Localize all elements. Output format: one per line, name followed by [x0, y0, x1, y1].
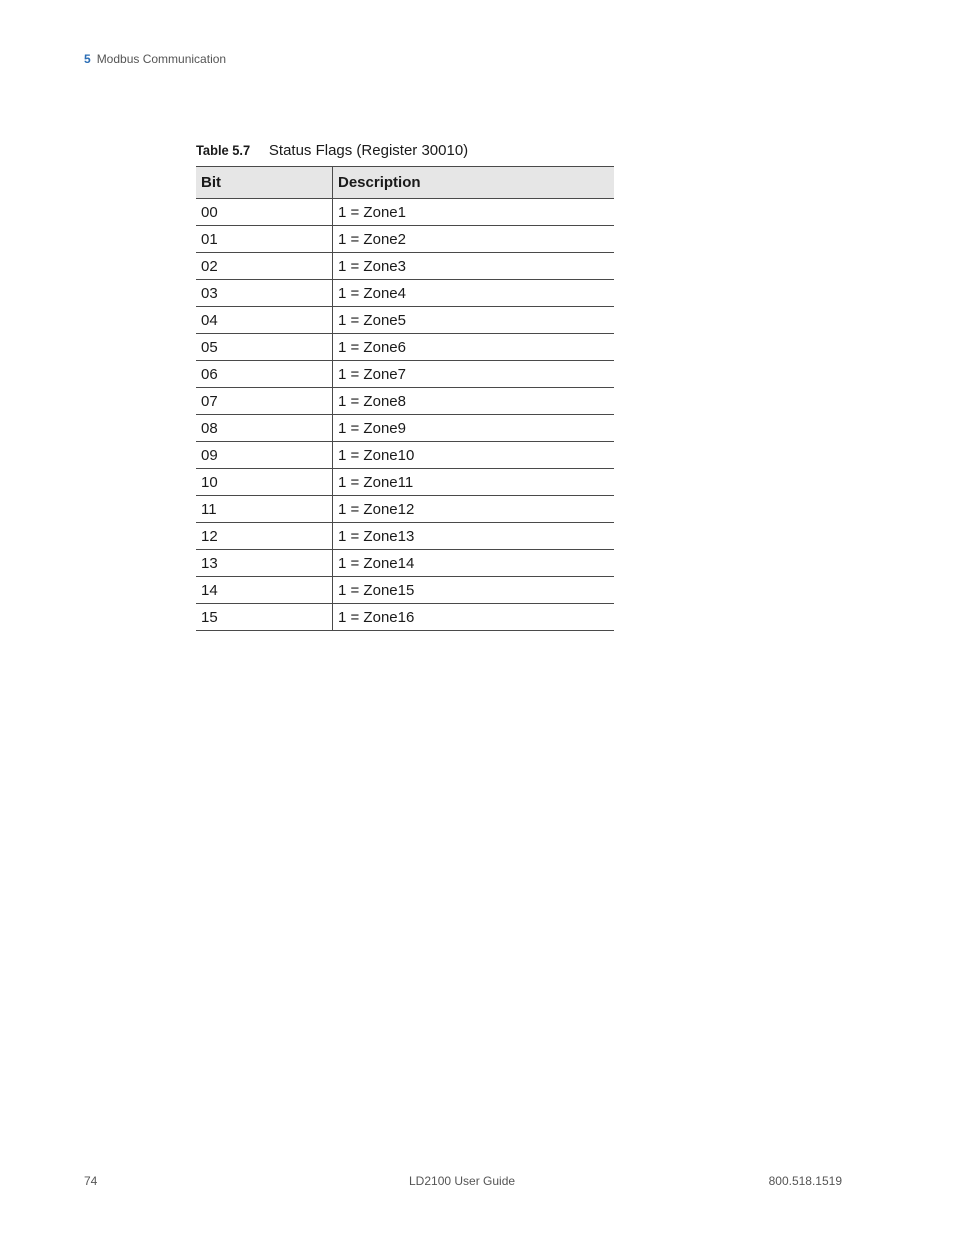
table-row — [196, 253, 614, 280]
description-cell: 1 = Zone5 — [333, 307, 615, 334]
bit-cell: 04 — [196, 307, 333, 334]
column-header-description: Description — [333, 167, 615, 199]
bit-cell: 01 — [196, 226, 333, 253]
description-cell: 1 = Zone10 — [333, 442, 615, 469]
description-cell: 1 = Zone2 — [333, 226, 615, 253]
description-cell: 1 = Zone3 — [333, 253, 615, 280]
table-row — [196, 577, 614, 604]
bit-cell: 06 — [196, 361, 333, 388]
page-number: 74 — [84, 1174, 98, 1188]
table-row — [196, 361, 614, 388]
document-title: LD2100 User Guide — [409, 1174, 516, 1188]
table-row — [196, 469, 614, 496]
description-cell: 1 = Zone15 — [333, 577, 615, 604]
description-cell: 1 = Zone1 — [333, 199, 615, 226]
bit-cell: 11 — [196, 496, 333, 523]
bit-cell: 12 — [196, 523, 333, 550]
description-cell: 1 = Zone14 — [333, 550, 615, 577]
table-row — [196, 604, 614, 631]
table-row — [196, 199, 614, 226]
table-row — [196, 334, 614, 361]
table-row — [196, 496, 614, 523]
description-cell: 1 = Zone13 — [333, 523, 615, 550]
phone-number: 800.518.1519 — [768, 1174, 842, 1188]
description-cell: 1 = Zone16 — [333, 604, 615, 631]
bit-cell: 07 — [196, 388, 333, 415]
description-cell: 1 = Zone4 — [333, 280, 615, 307]
table-row — [196, 550, 614, 577]
table-caption-label: Table 5.7 — [196, 142, 251, 158]
bit-cell: 13 — [196, 550, 333, 577]
bit-cell: 14 — [196, 577, 333, 604]
description-cell: 1 = Zone9 — [333, 415, 615, 442]
running-header — [84, 52, 226, 66]
description-cell: 1 = Zone8 — [333, 388, 615, 415]
bit-cell: 09 — [196, 442, 333, 469]
status-flags-table — [196, 166, 614, 631]
bit-cell: 15 — [196, 604, 333, 631]
table-caption-title: Status Flags (Register 30010) — [268, 142, 469, 159]
bit-cell: 08 — [196, 415, 333, 442]
description-cell: 1 = Zone6 — [333, 334, 615, 361]
bit-cell: 02 — [196, 253, 333, 280]
table-row — [196, 226, 614, 253]
description-cell: 1 = Zone11 — [333, 469, 615, 496]
chapter-number: 5 — [84, 52, 91, 66]
bit-cell: 10 — [196, 469, 333, 496]
bit-cell: 00 — [196, 199, 333, 226]
bit-cell: 05 — [196, 334, 333, 361]
chapter-title: Modbus Communication — [96, 52, 227, 66]
table-row — [196, 307, 614, 334]
description-cell: 1 = Zone12 — [333, 496, 615, 523]
table-row — [196, 442, 614, 469]
table-header-row — [196, 167, 614, 199]
table-row — [196, 280, 614, 307]
table-caption — [196, 142, 468, 159]
bit-cell: 03 — [196, 280, 333, 307]
table-row — [196, 523, 614, 550]
table-row — [196, 415, 614, 442]
table-row — [196, 388, 614, 415]
description-cell: 1 = Zone7 — [333, 361, 615, 388]
column-header-bit: Bit — [196, 167, 333, 199]
